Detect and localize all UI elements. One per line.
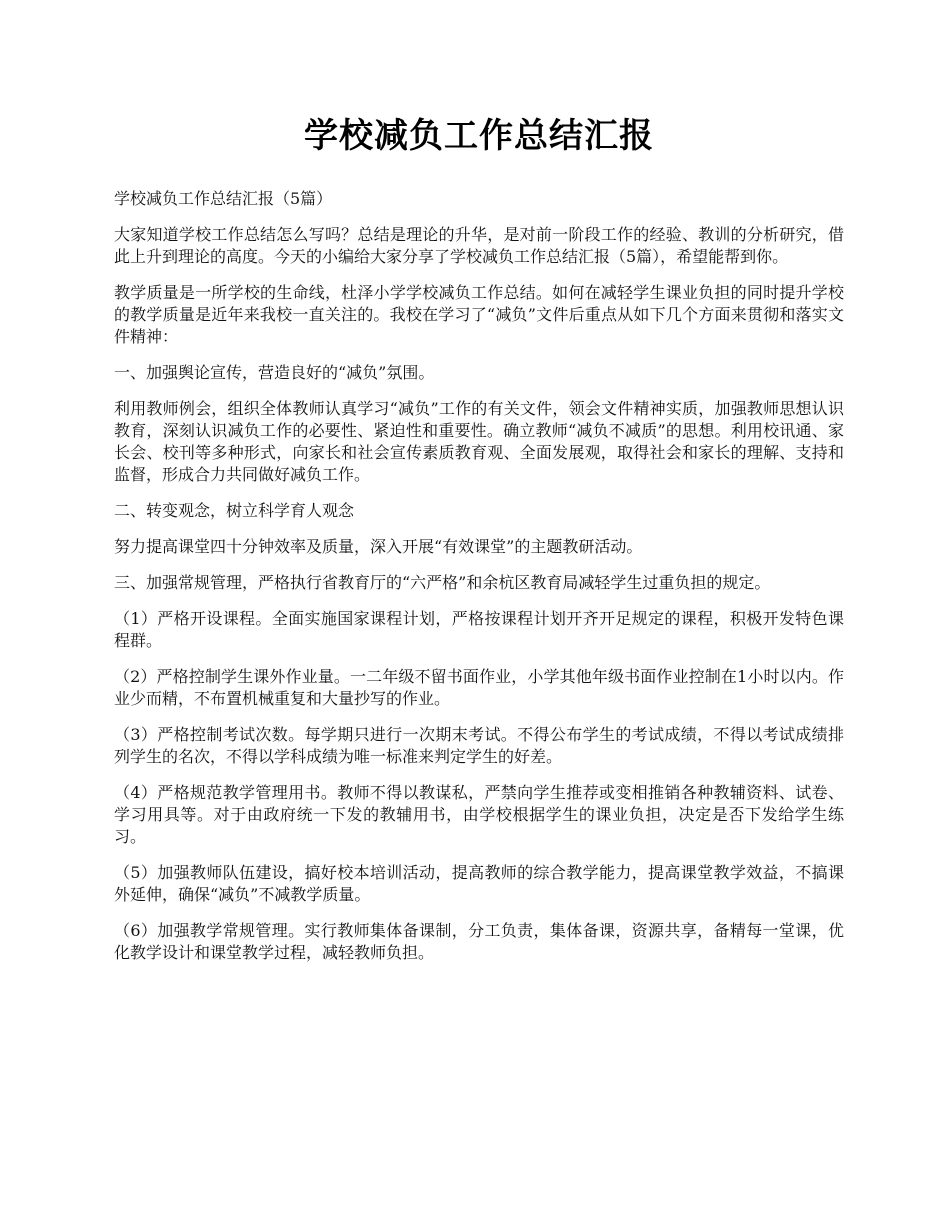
- list-item-5: （5）加强教师队伍建设，搞好校本培训活动，提高教师的综合教学能力，提高课堂教学效益，不搞课外延伸，确保“减负”不减教学质量。: [114, 863, 844, 904]
- document-body: [114, 112, 844, 978]
- list-item-3: （3）严格控制考试次数。每学期只进行一次期末考试。不得公布学生的考试成绩，不得以考试成绩排列学生的名次，不得以学科成绩为唯一标准来判定学生的好差。: [114, 725, 844, 766]
- section-heading-2: 二、转变观念，树立科学育人观念: [114, 501, 355, 520]
- section-heading-1: 一、加强舆论宣传，营造良好的“减负”氛围。: [114, 363, 435, 382]
- list-item-2: （2）严格控制学生课外作业量。一二年级不留书面作业，小学其他年级书面作业控制在1小时以内。作业少而精，不布置机械重复和大量抄写的作业。: [114, 667, 844, 708]
- section-heading-3: 三、加强常规管理，严格执行省教育厅的“六严格”和余杭区教育局减轻学生过重负担的规定。: [114, 573, 771, 592]
- body-paragraph: 努力提高课堂四十分钟效率及质量，深入开展“有效课堂”的主题教研活动。: [114, 537, 643, 556]
- body-paragraph: 教学质量是一所学校的生命线，杜泽小学学校减负工作总结。如何在减轻学生课业负担的同时提升学校的教学质量是近年来我校一直关注的。我校在学习了“减负”文件后重点从如下几个方面来贯彻和落实文件精神：: [114, 283, 844, 346]
- document-title: 学校减负工作总结汇报: [304, 116, 654, 156]
- list-item-4: （4）严格规范教学管理用书。教师不得以教谋私，严禁向学生推荐或变相推销各种教辅资料、试卷、学习用具等。对于由政府统一下发的教辅用书，由学校根据学生的课业负担，决定是否下发给学生练习。: [114, 783, 844, 846]
- subtitle-paragraph: 学校减负工作总结汇报（5篇）: [114, 189, 333, 208]
- list-item-1: （1）严格开设课程。全面实施国家课程计划，严格按课程计划开齐开足规定的课程，积极开发特色课程群。: [114, 609, 844, 650]
- list-item-6: （6）加强教学常规管理。实行教师集体备课制，分工负责，集体备课，资源共享，备精每一堂课，优化教学设计和课堂教学过程，减轻教师负担。: [114, 921, 844, 962]
- intro-paragraph: 大家知道学校工作总结怎么写吗？总结是理论的升华，是对前一阶段工作的经验、教训的分析研究，借此上升到理论的高度。今天的小编给大家分享了学校减负工作总结汇报（5篇），希望能帮到你。: [114, 225, 844, 266]
- body-paragraph: 利用教师例会，组织全体教师认真学习“减负”工作的有关文件，领会文件精神实质，加强教师思想认识教育，深刻认识减负工作的必要性、紧迫性和重要性。确立教师“减负不减质”的思想。利用校讯通、家长会、校刊等多种形式，向家长和社会宣传素质教育观、全面发展观，取得社会和家长的理解、支持和监督，形成合力共同做好减负工作。: [114, 399, 844, 484]
